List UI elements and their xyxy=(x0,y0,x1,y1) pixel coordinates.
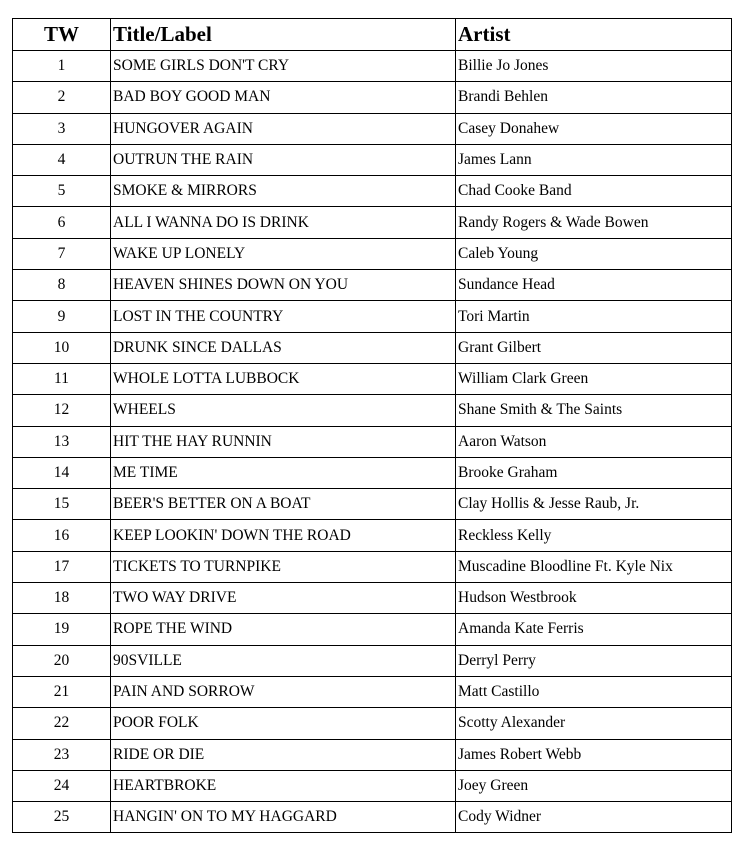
cell-rank: 4 xyxy=(13,144,111,175)
cell-title: WHEELS xyxy=(111,395,456,426)
cell-rank: 14 xyxy=(13,457,111,488)
header-row xyxy=(13,19,732,51)
cell-title: KEEP LOOKIN' DOWN THE ROAD xyxy=(111,520,456,551)
table-row xyxy=(13,301,732,332)
cell-title: TICKETS TO TURNPIKE xyxy=(111,551,456,582)
cell-title: OUTRUN THE RAIN xyxy=(111,144,456,175)
cell-rank: 13 xyxy=(13,426,111,457)
cell-rank: 25 xyxy=(13,802,111,833)
cell-artist: Caleb Young xyxy=(456,238,732,269)
cell-title: PAIN AND SORROW xyxy=(111,676,456,707)
cell-artist: Cody Widner xyxy=(456,802,732,833)
cell-artist: William Clark Green xyxy=(456,363,732,394)
table-row xyxy=(13,144,732,175)
cell-rank: 6 xyxy=(13,207,111,238)
table-row xyxy=(13,82,732,113)
cell-rank: 3 xyxy=(13,113,111,144)
cell-title: TWO WAY DRIVE xyxy=(111,583,456,614)
cell-artist: Casey Donahew xyxy=(456,113,732,144)
table-row xyxy=(13,770,732,801)
table-row xyxy=(13,708,732,739)
cell-title: RIDE OR DIE xyxy=(111,739,456,770)
cell-title: HUNGOVER AGAIN xyxy=(111,113,456,144)
table-row xyxy=(13,583,732,614)
cell-artist: Derryl Perry xyxy=(456,645,732,676)
cell-rank: 5 xyxy=(13,176,111,207)
cell-artist: Randy Rogers & Wade Bowen xyxy=(456,207,732,238)
cell-title: HEARTBROKE xyxy=(111,770,456,801)
table-body xyxy=(13,51,732,833)
table-row xyxy=(13,739,732,770)
cell-artist: Grant Gilbert xyxy=(456,332,732,363)
table-row xyxy=(13,489,732,520)
table-row xyxy=(13,802,732,833)
cell-title: ALL I WANNA DO IS DRINK xyxy=(111,207,456,238)
cell-rank: 10 xyxy=(13,332,111,363)
table-row xyxy=(13,645,732,676)
cell-title: POOR FOLK xyxy=(111,708,456,739)
cell-title: 90SVILLE xyxy=(111,645,456,676)
cell-title: HEAVEN SHINES DOWN ON YOU xyxy=(111,270,456,301)
header-artist: Artist xyxy=(456,19,732,51)
cell-artist: Clay Hollis & Jesse Raub, Jr. xyxy=(456,489,732,520)
table-row xyxy=(13,676,732,707)
cell-artist: Brandi Behlen xyxy=(456,82,732,113)
cell-rank: 11 xyxy=(13,363,111,394)
cell-rank: 17 xyxy=(13,551,111,582)
cell-rank: 18 xyxy=(13,583,111,614)
table-row xyxy=(13,207,732,238)
cell-artist: Brooke Graham xyxy=(456,457,732,488)
cell-title: WHOLE LOTTA LUBBOCK xyxy=(111,363,456,394)
cell-rank: 15 xyxy=(13,489,111,520)
table-header xyxy=(13,19,732,51)
cell-artist: Reckless Kelly xyxy=(456,520,732,551)
cell-title: BAD BOY GOOD MAN xyxy=(111,82,456,113)
table-row xyxy=(13,270,732,301)
cell-artist: Chad Cooke Band xyxy=(456,176,732,207)
cell-title: SMOKE & MIRRORS xyxy=(111,176,456,207)
table-row xyxy=(13,395,732,426)
cell-title: WAKE UP LONELY xyxy=(111,238,456,269)
table-row xyxy=(13,520,732,551)
cell-artist: James Robert Webb xyxy=(456,739,732,770)
cell-title: LOST IN THE COUNTRY xyxy=(111,301,456,332)
cell-artist: Tori Martin xyxy=(456,301,732,332)
cell-artist: Amanda Kate Ferris xyxy=(456,614,732,645)
cell-rank: 8 xyxy=(13,270,111,301)
table-row xyxy=(13,363,732,394)
cell-rank: 16 xyxy=(13,520,111,551)
cell-rank: 2 xyxy=(13,82,111,113)
cell-artist: James Lann xyxy=(456,144,732,175)
cell-rank: 23 xyxy=(13,739,111,770)
table-row xyxy=(13,426,732,457)
table-row xyxy=(13,113,732,144)
table-row xyxy=(13,238,732,269)
cell-artist: Matt Castillo xyxy=(456,676,732,707)
cell-title: HIT THE HAY RUNNIN xyxy=(111,426,456,457)
table-row xyxy=(13,51,732,82)
cell-title: ROPE THE WIND xyxy=(111,614,456,645)
table-row xyxy=(13,332,732,363)
header-title: Title/Label xyxy=(111,19,456,51)
table-row xyxy=(13,551,732,582)
cell-title: ME TIME xyxy=(111,457,456,488)
cell-rank: 7 xyxy=(13,238,111,269)
cell-artist: Billie Jo Jones xyxy=(456,51,732,82)
table-row xyxy=(13,457,732,488)
cell-rank: 1 xyxy=(13,51,111,82)
cell-artist: Muscadine Bloodline Ft. Kyle Nix xyxy=(456,551,732,582)
cell-artist: Joey Green xyxy=(456,770,732,801)
cell-artist: Aaron Watson xyxy=(456,426,732,457)
header-rank: TW xyxy=(13,19,111,51)
cell-title: SOME GIRLS DON'T CRY xyxy=(111,51,456,82)
cell-artist: Sundance Head xyxy=(456,270,732,301)
cell-title: HANGIN' ON TO MY HAGGARD xyxy=(111,802,456,833)
table-row xyxy=(13,614,732,645)
cell-artist: Shane Smith & The Saints xyxy=(456,395,732,426)
cell-title: BEER'S BETTER ON A BOAT xyxy=(111,489,456,520)
cell-title: DRUNK SINCE DALLAS xyxy=(111,332,456,363)
chart-table xyxy=(12,18,732,833)
cell-rank: 20 xyxy=(13,645,111,676)
cell-artist: Hudson Westbrook xyxy=(456,583,732,614)
cell-rank: 22 xyxy=(13,708,111,739)
cell-artist: Scotty Alexander xyxy=(456,708,732,739)
cell-rank: 24 xyxy=(13,770,111,801)
table-row xyxy=(13,176,732,207)
cell-rank: 19 xyxy=(13,614,111,645)
cell-rank: 9 xyxy=(13,301,111,332)
cell-rank: 21 xyxy=(13,676,111,707)
cell-rank: 12 xyxy=(13,395,111,426)
